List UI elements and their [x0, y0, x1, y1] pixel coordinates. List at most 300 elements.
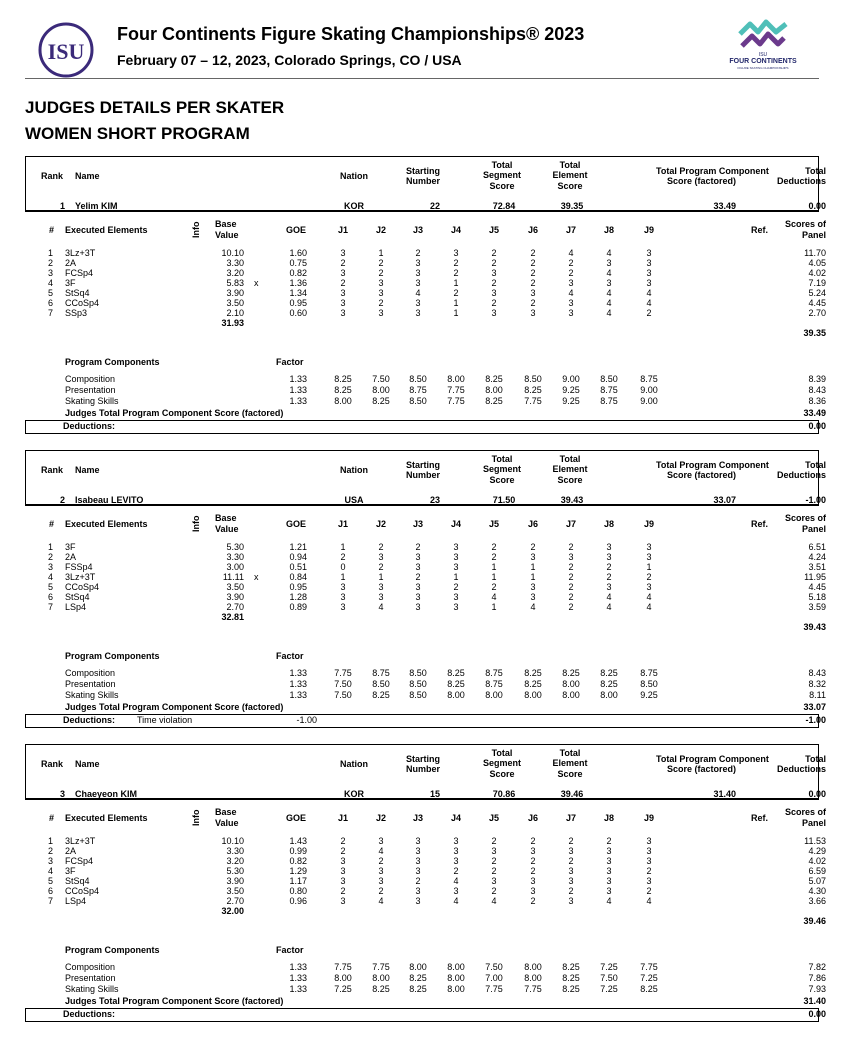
component-judge-score: 9.00 [562, 374, 580, 384]
component-factor: 1.33 [289, 679, 307, 689]
component-score: 7.93 [808, 984, 826, 994]
total-deductions: 0.00 [808, 201, 826, 211]
judge-goe: 3 [415, 582, 421, 592]
judge-goe: 3 [415, 268, 421, 278]
component-judge-score: 8.50 [409, 374, 427, 384]
judge-goe: 3 [415, 602, 421, 612]
judge-goe: 3 [491, 268, 497, 278]
judge-goe: 2 [491, 886, 497, 896]
judge-goe: 2 [530, 856, 536, 866]
judge-goe: 2 [568, 562, 574, 572]
judge-goe: 2 [646, 886, 652, 896]
judge-goe: 3 [568, 866, 574, 876]
element-number: 7 [47, 896, 53, 906]
judge-goe: 3 [606, 846, 612, 856]
judge-goe: 2 [568, 592, 574, 602]
component-factor: 1.33 [289, 385, 307, 395]
judge-goe: 3 [415, 886, 421, 896]
element-score: 7.19 [808, 278, 826, 288]
skater-block [25, 450, 826, 734]
executed-elements-header: Executed Elements [65, 519, 148, 529]
component-score: 8.39 [808, 374, 826, 384]
element-goe: 1.29 [289, 866, 307, 876]
judge-goe: 2 [415, 876, 421, 886]
judge-goe: 2 [491, 856, 497, 866]
element-name: CCoSp4 [65, 886, 100, 896]
judge-goe: 3 [491, 288, 497, 298]
judge-goe: 2 [340, 258, 346, 268]
judge-goe: 4 [491, 896, 497, 906]
judge-goe: 3 [530, 308, 536, 318]
component-judge-score: 9.25 [640, 690, 658, 700]
element-name: 3F [65, 278, 76, 288]
component-score: 8.43 [808, 385, 826, 395]
judge-goe: 3 [530, 582, 536, 592]
element-goe: 0.80 [289, 886, 307, 896]
judge-goe: 2 [491, 278, 497, 288]
tss-header-2: Segment [482, 464, 521, 474]
judge-header: J2 [375, 813, 386, 823]
component-name: Composition [65, 668, 116, 678]
component-judge-score: 7.50 [485, 962, 503, 972]
judge-goe: 3 [530, 886, 536, 896]
element-base-value: 3.50 [226, 886, 244, 896]
judge-header: J3 [412, 519, 423, 529]
judge-goe: 3 [646, 268, 652, 278]
judge-goe: 4 [453, 876, 459, 886]
judge-goe: 2 [340, 278, 346, 288]
judge-goe: 3 [530, 592, 536, 602]
tss-header-2: Segment [482, 170, 521, 180]
judge-goe: 4 [606, 602, 612, 612]
deduction-value: -1.00 [296, 715, 317, 725]
element-base-value: 3.90 [226, 288, 244, 298]
component-judge-score: 8.00 [447, 962, 465, 972]
scores-of-panel-header: Scores of [784, 807, 826, 817]
fc-logo-text: FOUR CONTINENTS [729, 58, 797, 65]
starting-header-2: Number [405, 176, 440, 186]
component-name: Presentation [65, 385, 116, 395]
component-judge-score: 8.25 [372, 690, 390, 700]
component-judge-score: 8.00 [524, 973, 542, 983]
total-pcs: 33.07 [713, 495, 736, 505]
component-judge-score: 7.50 [334, 679, 352, 689]
judge-goe: 2 [491, 248, 497, 258]
judge-goe: 2 [340, 836, 346, 846]
ref-header: Ref. [751, 519, 769, 529]
tes-header-3: Score [557, 769, 583, 779]
component-judge-score: 8.25 [372, 396, 390, 406]
component-judge-score: 8.00 [409, 962, 427, 972]
element-score: 4.45 [808, 298, 826, 308]
element-score: 4.29 [808, 846, 826, 856]
judge-goe: 3 [340, 268, 346, 278]
judge-goe: 4 [606, 298, 612, 308]
component-judge-score: 7.75 [524, 396, 542, 406]
fc-logo-small: ISU [758, 52, 768, 58]
judge-header: J7 [565, 813, 576, 823]
judges-total-pcs-label: Judges Total Program Component Score (factored) [65, 408, 284, 418]
element-name: LSp4 [65, 896, 87, 906]
judge-goe: 4 [606, 308, 612, 318]
judge-goe: 2 [606, 836, 612, 846]
component-judge-score: 8.50 [409, 396, 427, 406]
document-title: JUDGES DETAILS PER SKATER [25, 98, 285, 117]
goe-header: GOE [285, 519, 306, 529]
element-base-value: 3.00 [226, 562, 244, 572]
judge-goe: 2 [530, 268, 536, 278]
element-score: 3.51 [808, 562, 826, 572]
event-title: Four Continents Figure Skating Championships® 2023 [117, 24, 585, 44]
info-header: Info [191, 221, 201, 238]
judge-goe: 4 [606, 896, 612, 906]
program-components-header: Program Components [65, 945, 160, 955]
tes-header-2: Element [552, 170, 588, 180]
judge-goe: 3 [606, 258, 612, 268]
component-judge-score: 7.75 [485, 984, 503, 994]
component-judge-score: 8.75 [600, 385, 618, 395]
element-score: 3.59 [808, 602, 826, 612]
element-number: 4 [47, 278, 53, 288]
component-score: 8.43 [808, 668, 826, 678]
judge-header: J9 [643, 225, 654, 235]
element-score: 5.18 [808, 592, 826, 602]
judge-goe: 3 [340, 582, 346, 592]
tss-header-3: Score [489, 769, 515, 779]
deductions-label: Deductions: [63, 1009, 116, 1019]
component-judge-score: 8.25 [562, 962, 580, 972]
judge-goe: 3 [378, 592, 384, 602]
base-value-header-2: Value [215, 524, 239, 534]
judge-goe: 1 [378, 572, 384, 582]
judge-goe: 2 [453, 258, 459, 268]
judge-goe: 3 [606, 552, 612, 562]
info-header: Info [191, 515, 201, 532]
judges-total-pcs-value: 33.07 [803, 702, 826, 712]
element-base-value: 3.20 [226, 268, 244, 278]
judge-goe: 3 [568, 298, 574, 308]
judge-header: J1 [337, 519, 348, 529]
component-judge-score: 8.75 [409, 385, 427, 395]
element-base-value: 3.50 [226, 582, 244, 592]
judge-header: J3 [412, 813, 423, 823]
judge-goe: 3 [340, 248, 346, 258]
component-factor: 1.33 [289, 396, 307, 406]
element-goe: 0.89 [289, 602, 307, 612]
element-name: FCSp4 [65, 268, 94, 278]
total-pcs: 33.49 [713, 201, 736, 211]
component-score: 7.86 [808, 973, 826, 983]
element-name: StSq4 [65, 288, 90, 298]
element-name: 3Lz+3T [65, 572, 96, 582]
judge-goe: 4 [646, 602, 652, 612]
ded-header-2: Deductions [776, 470, 826, 480]
judge-goe: 2 [568, 572, 574, 582]
judge-header: J6 [527, 519, 538, 529]
element-goe: 1.17 [289, 876, 307, 886]
element-base-value: 3.50 [226, 298, 244, 308]
component-judge-score: 8.00 [485, 690, 503, 700]
component-judge-score: 8.00 [600, 690, 618, 700]
element-goe: 0.94 [289, 552, 307, 562]
judge-goe: 3 [491, 846, 497, 856]
deduction-reason: Time violation [137, 715, 193, 725]
num-header: # [49, 225, 55, 235]
executed-elements-header: Executed Elements [65, 813, 148, 823]
judge-goe: 2 [568, 602, 574, 612]
judge-goe: 3 [378, 582, 384, 592]
judge-goe: 3 [340, 592, 346, 602]
judge-header: J6 [527, 813, 538, 823]
judge-goe: 3 [606, 866, 612, 876]
starting-header-2: Number [405, 470, 440, 480]
judge-header: J2 [375, 225, 386, 235]
judge-goe: 3 [415, 856, 421, 866]
judge-goe: 3 [646, 258, 652, 268]
judge-goe: 3 [415, 846, 421, 856]
component-judge-score: 8.25 [562, 973, 580, 983]
element-number: 2 [47, 846, 53, 856]
judge-goe: 3 [340, 602, 346, 612]
judges-total-pcs-label: Judges Total Program Component Score (factored) [65, 996, 284, 1006]
element-name: FCSp4 [65, 856, 94, 866]
starting-number: 23 [429, 495, 440, 505]
element-base-value: 2.70 [226, 602, 244, 612]
judges-total-pcs-value: 31.40 [803, 996, 826, 1006]
judge-goe: 3 [415, 278, 421, 288]
element-base-value: 3.30 [226, 258, 244, 268]
tss-header: Total [491, 748, 513, 758]
component-name: Presentation [65, 973, 116, 983]
nation-header: Nation [340, 465, 368, 475]
judge-goe: 3 [378, 308, 384, 318]
component-judge-score: 8.75 [600, 396, 618, 406]
element-name: 3F [65, 542, 76, 552]
element-number: 6 [47, 592, 53, 602]
element-number: 4 [47, 866, 53, 876]
isu-logo [38, 22, 94, 78]
judge-goe: 1 [491, 562, 497, 572]
judge-goe: 3 [646, 846, 652, 856]
component-judge-score: 8.25 [409, 984, 427, 994]
component-judge-score: 7.50 [600, 973, 618, 983]
component-judge-score: 8.25 [447, 679, 465, 689]
judge-goe: 2 [646, 572, 652, 582]
component-judge-score: 8.50 [640, 679, 658, 689]
element-number: 1 [47, 542, 53, 552]
judge-goe: 3 [415, 866, 421, 876]
component-judge-score: 8.25 [524, 679, 542, 689]
num-header: # [49, 519, 55, 529]
nation-header: Nation [340, 171, 368, 181]
element-name: CCoSp4 [65, 298, 100, 308]
deductions-total: 0.00 [808, 421, 826, 431]
judge-goe: 3 [646, 542, 652, 552]
name-header: Name [75, 171, 100, 181]
judge-goe: 4 [606, 288, 612, 298]
judge-goe: 3 [530, 846, 536, 856]
header-divider [25, 78, 819, 79]
skater-nation: KOR [344, 201, 364, 211]
tes-header: Total [559, 160, 581, 170]
deductions-total: -1.00 [805, 715, 826, 725]
component-judge-score: 8.00 [447, 690, 465, 700]
judge-goe: 2 [415, 248, 421, 258]
element-score: 6.59 [808, 866, 826, 876]
judge-goe: 2 [606, 572, 612, 582]
component-judge-score: 7.75 [372, 962, 390, 972]
judge-goe: 3 [606, 582, 612, 592]
component-judge-score: 8.50 [409, 668, 427, 678]
total-segment-score: 70.86 [492, 789, 516, 799]
program-components-header: Program Components [65, 651, 160, 661]
judge-goe: 3 [415, 552, 421, 562]
judge-goe: 2 [378, 268, 384, 278]
judge-header: J3 [412, 225, 423, 235]
rank-header: Rank [41, 465, 64, 475]
judge-header: J5 [488, 225, 499, 235]
element-number: 5 [47, 288, 53, 298]
component-judge-score: 8.25 [524, 668, 542, 678]
judge-goe: 3 [378, 288, 384, 298]
tss-header: Total [491, 454, 513, 464]
judge-header: J8 [603, 225, 614, 235]
total-segment-score: 71.50 [492, 495, 516, 505]
judge-goe: 3 [530, 288, 536, 298]
component-judge-score: 8.25 [562, 984, 580, 994]
component-judge-score: 8.25 [485, 374, 503, 384]
judge-goe: 3 [646, 278, 652, 288]
element-score: 4.45 [808, 582, 826, 592]
pcs-header-2: Score (factored) [666, 764, 736, 774]
judge-goe: 3 [606, 278, 612, 288]
judge-goe: 4 [453, 896, 459, 906]
component-judge-score: 7.75 [334, 668, 352, 678]
judge-goe: 1 [530, 562, 536, 572]
component-factor: 1.33 [289, 374, 307, 384]
base-value-header: Base [215, 807, 237, 817]
element-number: 1 [47, 248, 53, 258]
element-goe: 0.51 [289, 562, 307, 572]
judge-goe: 3 [530, 552, 536, 562]
component-judge-score: 8.75 [485, 679, 503, 689]
skater-block [25, 744, 826, 1028]
tss-header: Total [491, 160, 513, 170]
judge-goe: 1 [340, 572, 346, 582]
element-name: SSp3 [65, 308, 88, 318]
total-element-score: 39.46 [560, 789, 584, 799]
element-score-total: 39.43 [803, 622, 826, 632]
element-goe: 1.28 [289, 592, 307, 602]
element-base-value: 5.30 [226, 542, 244, 552]
element-number: 6 [47, 298, 53, 308]
base-value-total: 32.00 [221, 906, 244, 916]
element-name: FSSp4 [65, 562, 93, 572]
ded-header: Total [805, 460, 826, 470]
starting-header: Starting [405, 460, 440, 470]
judge-goe: 2 [453, 866, 459, 876]
pcs-header: Total Program Component [656, 754, 769, 764]
judge-header: J7 [565, 225, 576, 235]
component-judge-score: 7.75 [334, 962, 352, 972]
factor-header: Factor [276, 357, 304, 367]
element-goe: 0.99 [289, 846, 307, 856]
judge-goe: 2 [568, 258, 574, 268]
component-judge-score: 8.25 [447, 668, 465, 678]
tss-header-2: Segment [482, 758, 521, 768]
element-base-value: 5.83 [226, 278, 244, 288]
judges-total-pcs-value: 33.49 [803, 408, 826, 418]
element-number: 4 [47, 572, 53, 582]
judge-goe: 3 [453, 552, 459, 562]
element-name: 3Lz+3T [65, 248, 96, 258]
component-judge-score: 7.00 [485, 973, 503, 983]
isu-logo-text: ISU [47, 39, 85, 64]
total-segment-score: 72.84 [492, 201, 516, 211]
element-base-value: 3.20 [226, 856, 244, 866]
base-value-header: Base [215, 219, 237, 229]
scores-of-panel-header-2: Panel [801, 818, 826, 828]
judge-goe: 2 [378, 258, 384, 268]
judge-goe: 3 [340, 298, 346, 308]
judge-goe: 2 [646, 866, 652, 876]
judge-goe: 1 [378, 248, 384, 258]
component-judge-score: 8.75 [640, 668, 658, 678]
element-score: 11.95 [804, 572, 826, 582]
judge-goe: 2 [530, 278, 536, 288]
component-factor: 1.33 [289, 973, 307, 983]
rank-header: Rank [41, 759, 64, 769]
element-number: 7 [47, 602, 53, 612]
element-name: LSp4 [65, 602, 87, 612]
element-number: 7 [47, 308, 53, 318]
base-value-header: Base [215, 513, 237, 523]
element-name: 3F [65, 866, 76, 876]
element-base-value: 3.30 [226, 552, 244, 562]
starting-header: Starting [405, 166, 440, 176]
judge-goe: 2 [568, 886, 574, 896]
component-judge-score: 8.00 [372, 385, 390, 395]
judge-goe: 2 [530, 258, 536, 268]
element-score-total: 39.46 [803, 916, 826, 926]
element-number: 3 [47, 562, 53, 572]
judge-header: J1 [337, 225, 348, 235]
scores-of-panel-header: Scores of [784, 219, 826, 229]
element-number: 3 [47, 856, 53, 866]
tss-header-3: Score [489, 475, 515, 485]
tes-header: Total [559, 748, 581, 758]
element-number: 5 [47, 582, 53, 592]
judge-goe: 3 [453, 836, 459, 846]
element-number: 5 [47, 876, 53, 886]
judge-goe: 2 [491, 582, 497, 592]
judge-goe: 3 [453, 886, 459, 896]
judge-goe: 4 [646, 298, 652, 308]
judge-goe: 2 [568, 542, 574, 552]
judge-goe: 1 [491, 572, 497, 582]
judge-goe: 0 [340, 562, 346, 572]
judge-goe: 3 [568, 308, 574, 318]
component-score: 7.82 [808, 962, 826, 972]
judge-goe: 2 [340, 846, 346, 856]
judge-goe: 2 [378, 856, 384, 866]
judge-goe: 3 [453, 592, 459, 602]
component-name: Skating Skills [65, 984, 119, 994]
judge-goe: 3 [606, 856, 612, 866]
judge-goe: 3 [415, 308, 421, 318]
element-bonus-marker: x [254, 278, 259, 288]
judge-goe: 3 [340, 308, 346, 318]
